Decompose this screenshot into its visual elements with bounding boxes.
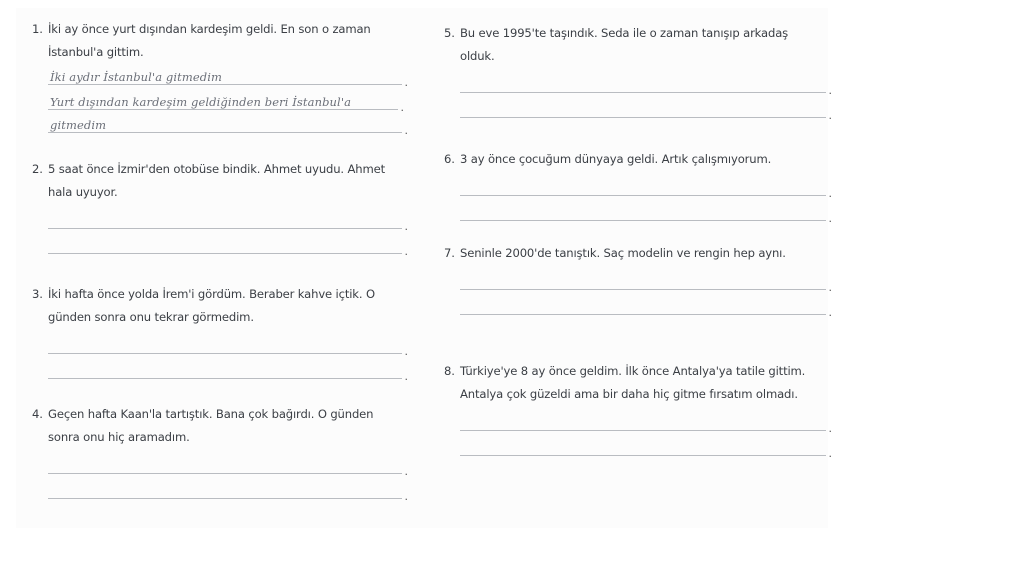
exercise-7: [444, 242, 826, 315]
exercise-number: 1.: [32, 22, 43, 36]
exercise-prompt: 3 ay önce çocuğum dünyaya geldi. Artık çalışmıyorum.: [460, 152, 772, 166]
answer-line[interactable]: [48, 329, 402, 354]
answer-line[interactable]: [48, 449, 402, 474]
exercise-number: 5.: [444, 26, 455, 40]
exercise-6: [444, 148, 826, 221]
handwritten-answer: Yurt dışından kardeşim geldiğinden beri İstanbul'a: [50, 95, 352, 109]
exercise-4: [32, 403, 402, 499]
answer-line[interactable]: [48, 64, 402, 85]
answer-line[interactable]: [460, 93, 826, 118]
exercise-number: 2.: [32, 162, 43, 176]
handwritten-answer: İki aydır İstanbul'a gitmedim: [50, 70, 223, 84]
exercise-5: [444, 22, 826, 118]
exercise-prompt: İki hafta önce yolda İrem'i gördüm. Beraber kahve içtik. O günden sonra onu tekrar görmedim.: [48, 287, 375, 324]
exercise-prompt: 5 saat önce İzmir'den otobüse bindik. Ahmet uyudu. Ahmet hala uyuyor.: [48, 162, 385, 199]
worksheet-page: [16, 8, 828, 528]
answer-line[interactable]: [48, 354, 402, 379]
exercise-8: [444, 360, 826, 456]
exercise-number: 8.: [444, 364, 455, 378]
exercise-number: 3.: [32, 287, 43, 301]
answer-line[interactable]: [460, 171, 826, 196]
exercise-3: [32, 283, 402, 379]
handwritten-answer: gitmedim: [50, 118, 107, 132]
exercise-number: 6.: [444, 152, 455, 166]
exercise-prompt: Geçen hafta Kaan'la tartıştık. Bana çok bağırdı. O günden sonra onu hiç aramadım.: [48, 407, 374, 444]
answer-line[interactable]: [48, 85, 398, 110]
exercise-number: 4.: [32, 407, 43, 421]
exercise-2: [32, 158, 402, 254]
answer-line[interactable]: [460, 431, 826, 456]
answer-line[interactable]: [460, 196, 826, 221]
answer-line[interactable]: [460, 290, 826, 315]
answer-line[interactable]: [48, 229, 402, 254]
exercise-prompt: Türkiye'ye 8 ay önce geldim. İlk önce Antalya'ya tatile gittim. Antalya çok güzeldi ama bir daha hiç gitme fırsatım olmadı.: [460, 364, 806, 401]
answer-line[interactable]: [48, 110, 402, 133]
answer-line[interactable]: [460, 68, 826, 93]
exercise-prompt: Bu eve 1995'te taşındık. Seda ile o zaman tanışıp arkadaş olduk.: [460, 26, 789, 63]
exercise-prompt: Seninle 2000'de tanıştık. Saç modelin ve rengin hep aynı.: [460, 246, 786, 260]
answer-line[interactable]: [460, 265, 826, 290]
exercise-number: 7.: [444, 246, 455, 260]
exercise-1: [32, 18, 402, 133]
answer-line[interactable]: [48, 204, 402, 229]
exercise-prompt: İki ay önce yurt dışından kardeşim geldi. En son o zaman İstanbul'a gittim.: [48, 22, 371, 59]
answer-line[interactable]: [48, 474, 402, 499]
answer-line[interactable]: [460, 406, 826, 431]
